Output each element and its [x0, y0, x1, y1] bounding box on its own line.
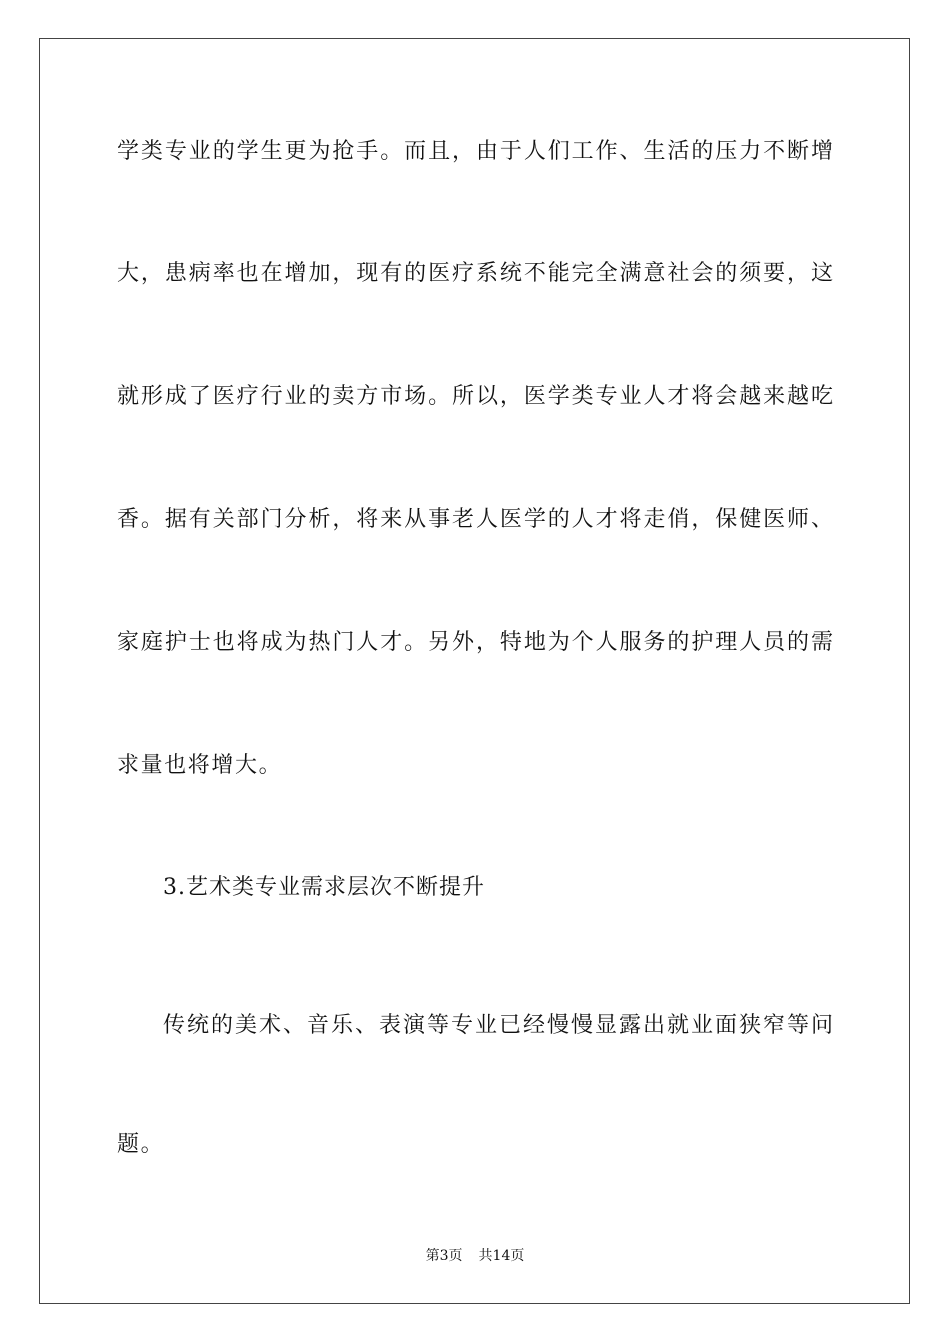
body-line-2: 大，患病率也在增加，现有的医疗系统不能完全满意社会的须要，这 — [117, 261, 833, 286]
paragraph-2-line-1: 传统的美术、音乐、表演等专业已经慢慢显露出就业面狭窄等问 — [163, 1013, 833, 1038]
section-heading: 3.艺术类专业需求层次不断提升 — [163, 875, 485, 900]
body-line-3: 就形成了医疗行业的卖方市场。所以，医学类专业人才将会越来越吃 — [117, 384, 833, 409]
body-line-6: 求量也将增大。 — [117, 753, 283, 778]
page-footer — [0, 1246, 950, 1266]
body-line-4: 香。据有关部门分析，将来从事老人医学的人才将走俏，保健医师、 — [117, 507, 833, 532]
paragraph-2-line-2: 题。 — [117, 1132, 165, 1157]
body-line-5: 家庭护士也将成为热门人才。另外，特地为个人服务的护理人员的需 — [117, 630, 833, 655]
page-total: 共14页 — [478, 1248, 525, 1264]
body-line-1: 学类专业的学生更为抢手。而且，由于人们工作、生活的压力不断增 — [117, 139, 833, 164]
page-border — [39, 38, 910, 1304]
page-number: 第3页 — [425, 1248, 463, 1264]
